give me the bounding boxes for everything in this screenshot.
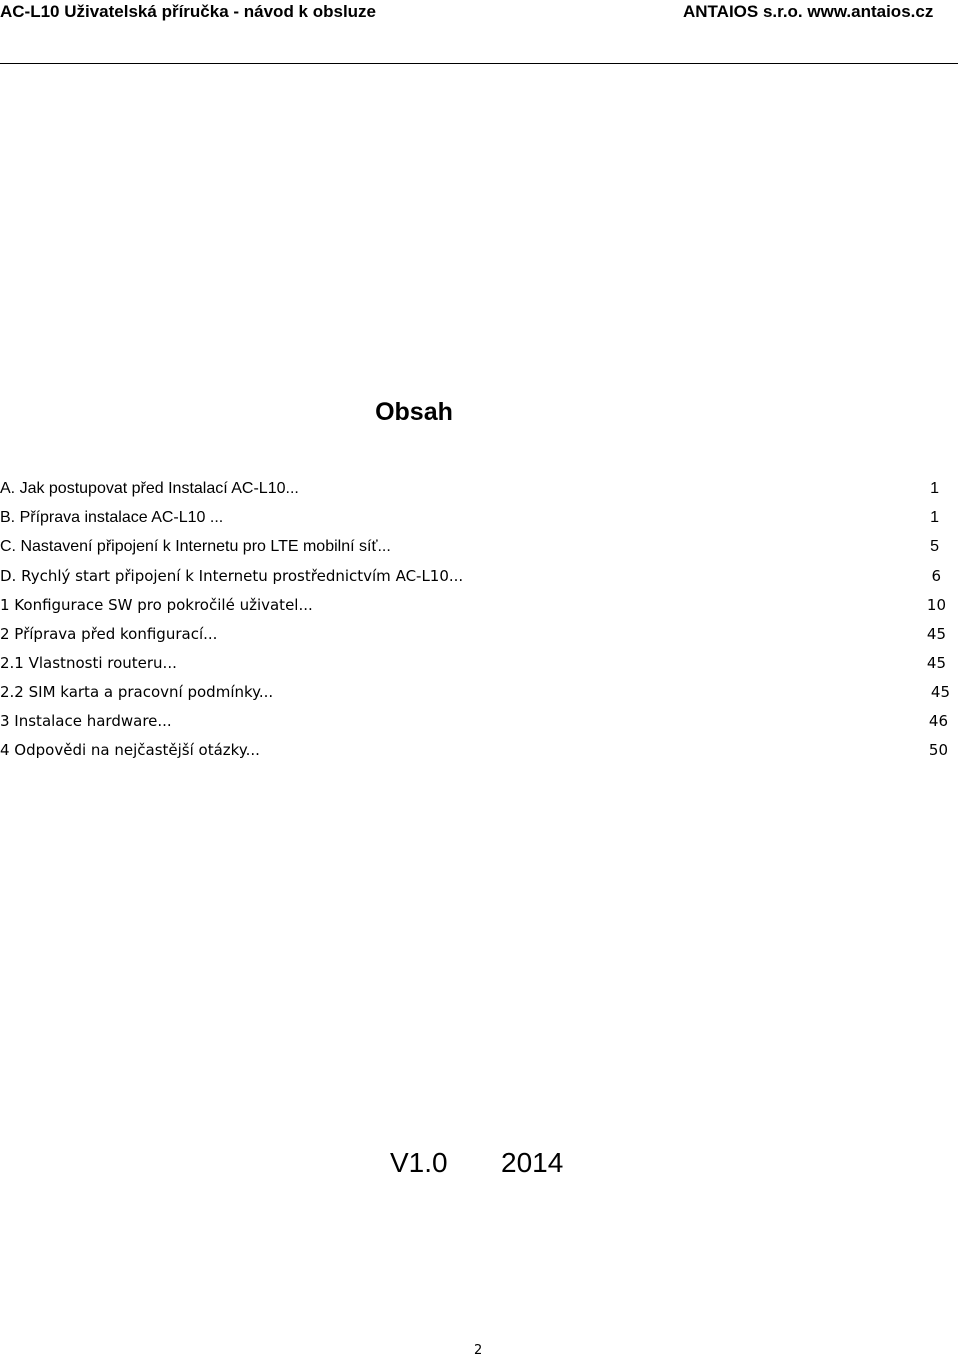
toc-entry-page: 6 — [931, 567, 941, 585]
toc-entry-label: B. Příprava instalace AC-L10 ... — [0, 509, 224, 526]
toc-entry-page: 45 — [926, 625, 946, 643]
header-divider — [0, 63, 958, 64]
document-version: V1.0 — [390, 1147, 448, 1178]
toc-entry-page: 1 — [930, 509, 939, 526]
toc-entry-page: 45 — [926, 654, 946, 672]
toc-entry-label: 3 Instalace hardware... — [0, 712, 172, 730]
toc-entry-page: 1 — [930, 480, 939, 497]
page-number: 2 — [474, 1343, 483, 1358]
toc-entry-page: 10 — [926, 596, 946, 614]
toc-entry-label: 1 Konfigurace SW pro pokročilé uživatel... — [0, 596, 313, 614]
toc-entry-label: 2 Příprava před konfigurací... — [0, 625, 218, 643]
document-header-company: ANTAIOS s.r.o. www.antaios.cz — [683, 2, 934, 21]
toc-entry-page: 46 — [928, 712, 948, 730]
toc-entry-page: 5 — [930, 538, 939, 555]
toc-entry-label: 2.1 Vlastnosti routeru... — [0, 654, 177, 672]
toc-title: Obsah — [375, 398, 453, 426]
toc-entry-label: D. Rychlý start připojení k Internetu prostřednictvím AC-L10... — [0, 567, 464, 585]
toc-entry-label: 2.2 SIM karta a pracovní podmínky... — [0, 683, 274, 701]
toc-entry-label: A. Jak postupovat před Instalací AC-L10... — [0, 480, 299, 497]
toc-entry-label: 4 Odpovědi na nejčastější otázky... — [0, 741, 260, 759]
toc-entry-page: 45 — [930, 683, 950, 701]
document-header-title: AC-L10 Uživatelská příručka - návod k obsluze — [0, 2, 377, 21]
toc-entry-label: C. Nastavení připojení k Internetu pro LTE mobilní síť... — [0, 538, 391, 555]
document-year: 2014 — [501, 1147, 564, 1178]
toc-entry-page: 50 — [928, 741, 948, 759]
